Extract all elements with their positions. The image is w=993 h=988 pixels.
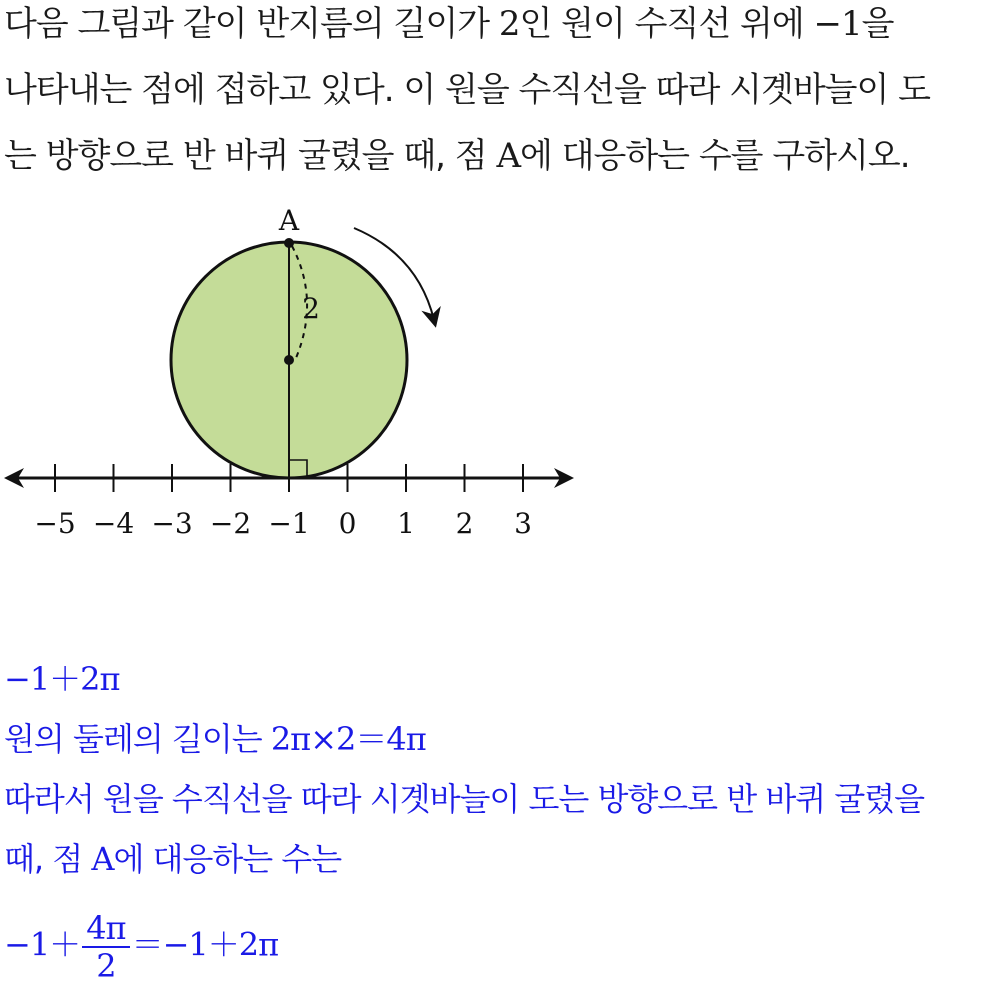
final-expression-left: −1＋ xyxy=(4,925,81,964)
question-text: 을 xyxy=(861,4,894,44)
question-text: 는 방향으로 반 바퀴 굴렸을 때, 점 xyxy=(4,136,497,176)
question-text: 다음 그림과 같이 반지름의 길이가 xyxy=(4,4,499,44)
final-expression-right: ＝−1＋2π xyxy=(131,925,279,964)
answer-text: 때, 점 xyxy=(4,840,92,878)
answer-text: 에 대응하는 수는 xyxy=(113,840,342,878)
radius-value: 2 xyxy=(498,4,520,44)
answer-text: 따라서 원을 수직선을 따라 시곗바늘이 도는 방향으로 반 바퀴 굴렸을 xyxy=(4,780,925,818)
tick-label: −5 xyxy=(34,507,76,540)
final-expression xyxy=(4,910,278,984)
fraction-numerator: 4π xyxy=(82,910,129,948)
question-text: 에 대응하는 수를 구하시오. xyxy=(520,136,910,176)
number-line-figure xyxy=(0,200,600,550)
question-text: 인 원이 수직선 위에 xyxy=(519,4,814,44)
tick-label: −3 xyxy=(151,507,193,540)
tick-label: −2 xyxy=(209,507,252,540)
point-a-label: A xyxy=(91,840,114,878)
tick-label: −4 xyxy=(92,507,135,540)
answer-line-4 xyxy=(4,838,341,880)
fraction xyxy=(82,910,129,984)
tick-label: −1 xyxy=(268,507,310,540)
tick-label: 3 xyxy=(514,507,532,540)
tick-label: 1 xyxy=(397,507,415,540)
question-line-3 xyxy=(4,134,910,178)
question-line-1 xyxy=(4,2,893,46)
question-text: 나타내는 점에 접하고 있다. 이 원을 수직선을 따라 시곗바늘이 도 xyxy=(4,70,931,110)
point-a-dot xyxy=(284,238,294,248)
circumference-expression: 2π×2＝4π xyxy=(270,720,426,758)
radius-label: 2 xyxy=(302,292,320,325)
answer-line-2 xyxy=(4,718,426,760)
center-dot xyxy=(284,355,294,365)
tick-label: 0 xyxy=(338,507,357,540)
point-a-label: A xyxy=(278,204,300,237)
fraction-denominator: 2 xyxy=(96,947,116,985)
answer-result xyxy=(4,658,120,700)
answer-line-3 xyxy=(4,778,924,820)
answer-text: 원의 둘레의 길이는 xyxy=(4,720,271,758)
answer-value: −1＋2π xyxy=(4,660,120,698)
point-a-label: A xyxy=(496,136,520,176)
tangent-point-value: −1 xyxy=(813,4,862,44)
question-line-2 xyxy=(4,68,930,112)
tick-label: 2 xyxy=(455,507,474,540)
